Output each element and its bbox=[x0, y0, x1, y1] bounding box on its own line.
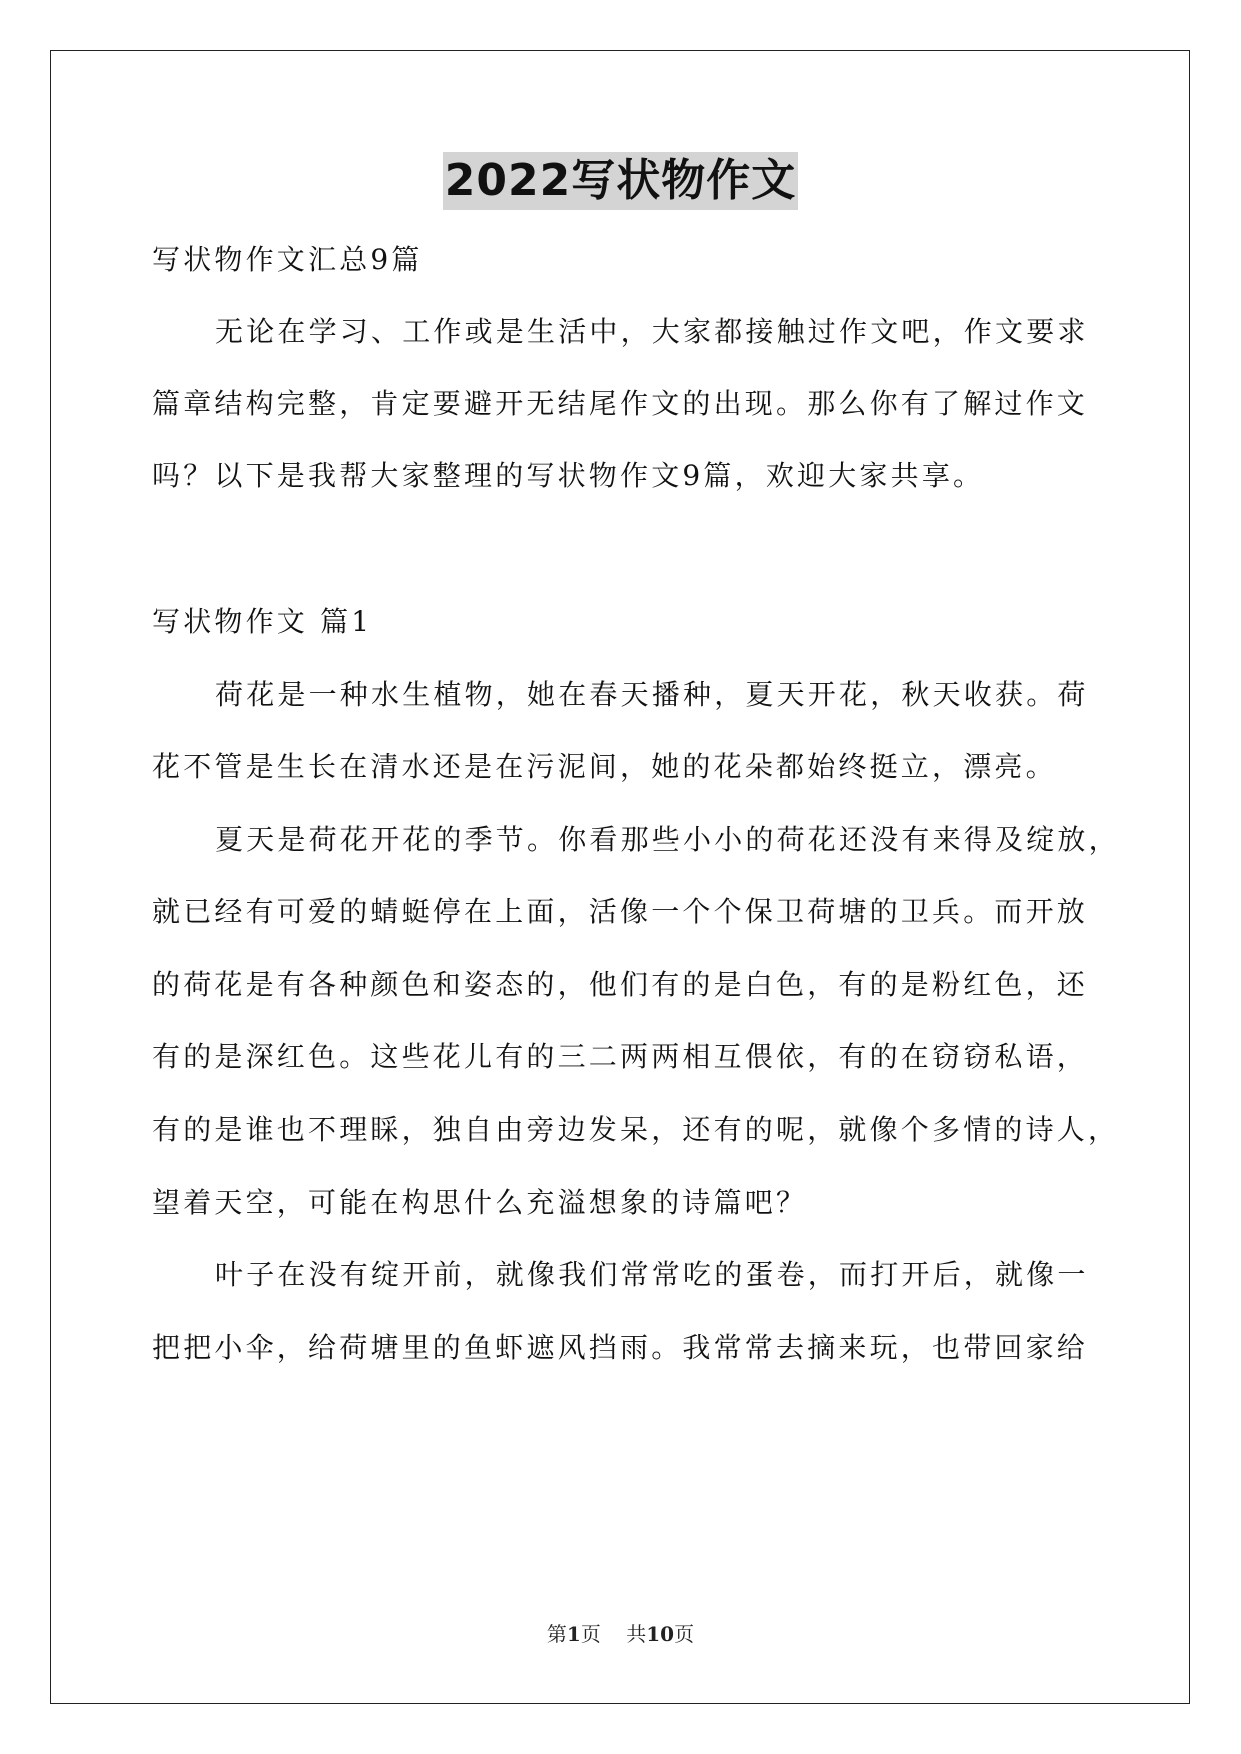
section-heading: 写状物作文 篇1 bbox=[152, 605, 373, 638]
document-title: 2022写状物作文 bbox=[443, 152, 798, 210]
paragraph-line: 叶子在没有绽开前，就像我们常常吃的蛋卷，而打开后，就像一 bbox=[215, 1258, 1089, 1291]
paragraph-line: 夏天是荷花开花的季节。你看那些小小的荷花还没有来得及绽放， bbox=[215, 823, 1120, 856]
intro-line-3: 吗？以下是我帮大家整理的写状物作文9篇，欢迎大家共享。 bbox=[152, 459, 985, 492]
title-container bbox=[0, 152, 1241, 210]
page-footer bbox=[0, 1622, 1241, 1646]
page-border bbox=[50, 50, 1190, 1704]
paragraph-line: 荷花是一种水生植物，她在春天播种，夏天开花，秋天收获。荷 bbox=[215, 678, 1089, 711]
paragraph-line: 有的是谁也不理睬，独自由旁边发呆，还有的呢，就像个多情的诗人， bbox=[152, 1113, 1120, 1146]
paragraph-line: 望着天空，可能在构思什么充溢想象的诗篇吧？ bbox=[152, 1186, 808, 1219]
document-subtitle: 写状物作文汇总9篇 bbox=[152, 243, 423, 276]
footer-mid: 页 共 bbox=[580, 1622, 647, 1646]
paragraph-line: 的荷花是有各种颜色和姿态的，他们有的是白色，有的是粉红色，还 bbox=[152, 968, 1089, 1001]
footer-suffix: 页 bbox=[674, 1622, 695, 1646]
footer-total-pages: 10 bbox=[646, 1622, 675, 1646]
intro-line-1: 无论在学习、工作或是生活中，大家都接触过作文吧，作文要求 bbox=[215, 315, 1089, 348]
paragraph-line: 花不管是生长在清水还是在污泥间，她的花朵都始终挺立，漂亮。 bbox=[152, 750, 1057, 783]
paragraph-line: 就已经有可爱的蜻蜓停在上面，活像一个个保卫荷塘的卫兵。而开放 bbox=[152, 895, 1089, 928]
footer-prefix: 第 bbox=[546, 1622, 567, 1646]
footer-page-number: 1 bbox=[566, 1622, 581, 1646]
paragraph-line: 有的是深红色。这些花儿有的三二两两相互偎依，有的在窃窃私语， bbox=[152, 1040, 1089, 1073]
paragraph-line: 把把小伞，给荷塘里的鱼虾遮风挡雨。我常常去摘来玩，也带回家给 bbox=[152, 1331, 1089, 1364]
intro-line-2: 篇章结构完整，肯定要避开无结尾作文的出现。那么你有了解过作文 bbox=[152, 387, 1089, 420]
